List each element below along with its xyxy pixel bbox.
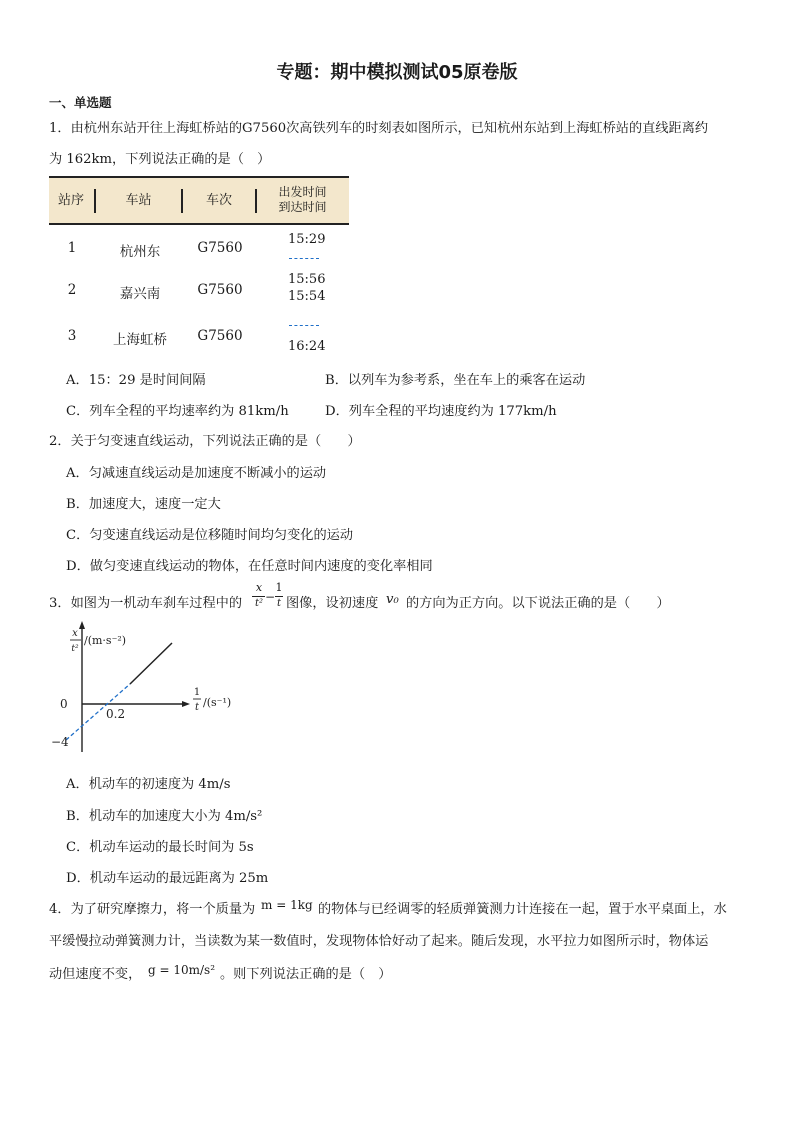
q2-option-a: A．匀减速直线运动是加速度不断减小的运动 [66,466,327,481]
frac-t-denominator: t [276,598,282,609]
origin-label: 0 [60,697,68,711]
row2-arrive: 15:54 [288,289,326,304]
q3-v0: v₀ [386,592,399,607]
header-train: 车次 [205,193,232,208]
q1-option-a: A．15：29 是时间间隔 [66,373,206,388]
header-time [256,185,349,215]
solid-graph-line [130,643,172,684]
q2-option-b: B．加速度大，速度一定大 [66,497,221,512]
frac-minus: − [265,590,276,604]
row3-depart-dash [289,325,319,326]
frac-bar [275,596,283,597]
page-title: 专题：期中模拟测试05原卷版 [276,62,518,83]
q3-graph [48,620,248,755]
x-axis-arrow [182,701,190,707]
q3-stem-post: 的方向为正方向。以下说法正确的是（ ） [406,596,670,611]
q1-option-c: C．列车全程的平均速率约为 81km/h [66,404,289,419]
y-tick-label: −4 [51,735,69,749]
q2-option-c: C．匀变速直线运动是位移随时间均匀变化的运动 [66,528,354,543]
row1-index: 1 [67,240,77,256]
q3-option-d: D．机动车运动的最远距离为 25m [66,871,269,886]
q3-stem-pre: 3．如图为一机动车刹车过程中的 [49,596,243,611]
q2-option-d: D．做匀变速直线运动的物体，在任意时间内速度的变化率相同 [66,559,433,574]
x-unit: /(s⁻¹) [203,696,232,709]
frac-x-numerator: x [255,581,263,594]
y-label-x: x [72,628,78,639]
q1-option-b: B．以列车为参考系，坐在车上的乘客在运动 [325,373,586,388]
q4-line3-post: 。则下列说法正确的是（ ） [220,967,392,982]
x-tick-label: 0.2 [106,707,126,721]
y-label-t2: t² [71,644,79,654]
q3-option-c: C．机动车运动的最长时间为 5s [66,840,254,855]
row3-station: 上海虹桥 [113,332,167,348]
row1-station: 杭州东 [119,244,161,260]
row3-index: 3 [67,328,77,344]
q4-line1-pre: 4．为了研究摩擦力，将一个质量为 [49,902,256,917]
q3-option-a: A．机动车的初速度为 4m/s [66,777,231,792]
q4-line1-post: 的物体与已经调零的轻质弹簧测力计连接在一起，置于水平桌面上，水 [318,902,727,917]
y-unit: /(m·s⁻²) [84,634,127,647]
row2-station: 嘉兴南 [119,286,161,302]
frac-1-numerator: 1 [275,581,283,594]
q4-mass: m = 1kg [261,898,313,912]
q1-option-d: D．列车全程的平均速度约为 177km/h [325,404,557,419]
q4-g: g = 10m/s² [148,963,216,977]
frac-bar [252,596,265,597]
row2-index: 2 [67,282,77,298]
q4-line2: 平缓慢拉动弹簧测力计，当读数为某一数值时，发现物体恰好动了起来。随后发现，水平拉力如图所示时，物体运 [49,934,709,949]
row1-train: G7560 [197,240,243,256]
x-label-t: t [194,702,200,713]
header-index: 站序 [57,193,84,208]
q3-option-b: B．机动车的加速度大小为 4m/s² [66,809,263,824]
timetable-header [49,176,349,225]
q3-stem-mid: 图像，设初速度 [286,596,379,611]
q1-stem-line2: 为 162km，下列说法正确的是（ ） [49,152,271,167]
q4-line3-pre: 动但速度不变， [49,967,142,982]
row2-depart: 15:56 [288,272,326,287]
header-depart-time: 出发时间 [278,185,327,199]
q1-stem-line1: 1．由杭州东站开往上海虹桥站的G7560次高铁列车的时刻表如图所示，已知杭州东站到上海虹桥站的直线距离约 [49,121,709,136]
row3-arrive: 16:24 [288,339,326,354]
frac-t2-denominator: t² [254,598,264,609]
y-axis-arrow [79,621,85,629]
row3-train: G7560 [197,328,243,344]
header-station: 车站 [125,193,152,208]
x-label-1: 1 [193,687,201,698]
row1-arrive-dash [289,258,319,259]
row1-depart: 15:29 [288,232,326,247]
header-arrive-time: 到达时间 [278,200,327,214]
q2-stem: 2．关于匀变速直线运动，下列说法正确的是（ ） [49,434,361,449]
section-heading: 一、单选题 [49,95,112,110]
row2-train: G7560 [197,282,243,298]
